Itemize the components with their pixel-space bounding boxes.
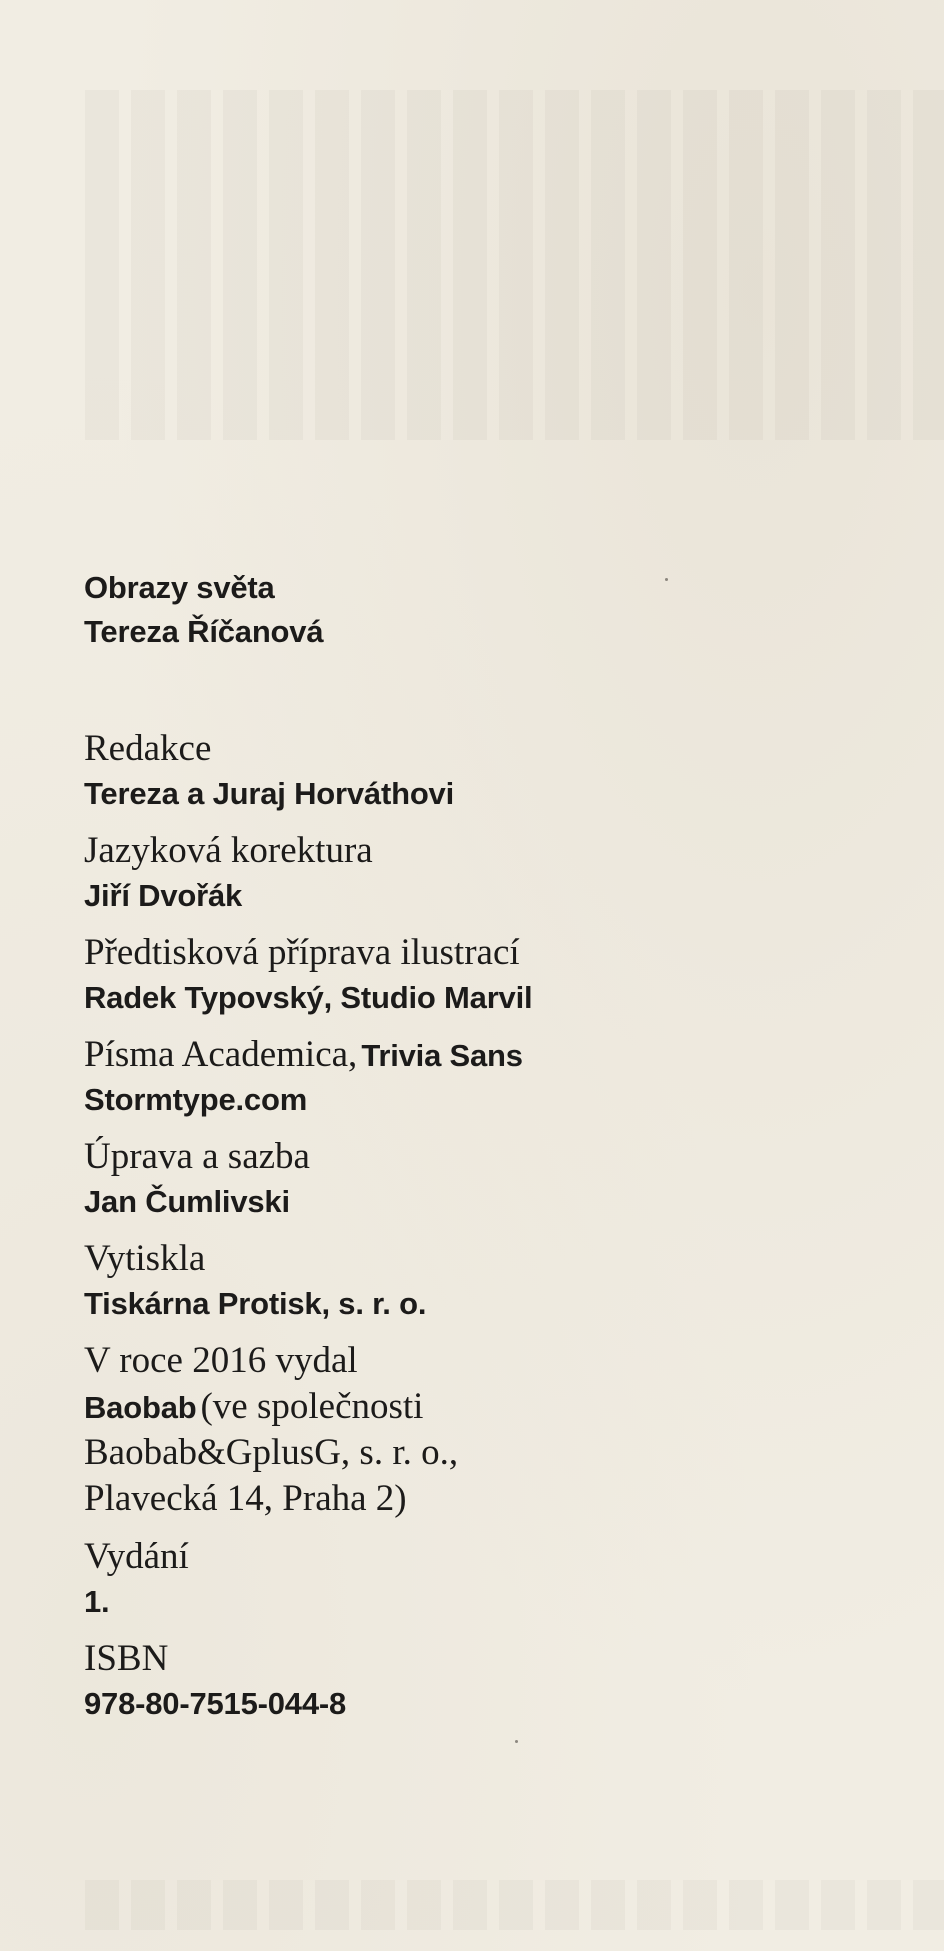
publisher-detail: (ve společnosti <box>200 1386 424 1427</box>
credit-typesetting <box>84 1134 904 1224</box>
show-through-text-top <box>0 90 944 440</box>
credit-prepress <box>84 930 904 1020</box>
fonts-role: Písma Academica, <box>84 1034 358 1075</box>
isbn-role: ISBN <box>84 1638 169 1679</box>
publisher-address: Plavecká 14, Praha 2) <box>84 1478 407 1519</box>
isbn-value: 978-80-7515-044-8 <box>84 1686 347 1721</box>
show-through-text-bottom <box>0 1880 944 1930</box>
paper-speck <box>515 1740 518 1743</box>
spacer <box>84 666 904 726</box>
credit-role: Úprava a sazba <box>84 1136 310 1177</box>
credit-name: Tiskárna Protisk, s. r. o. <box>84 1286 427 1321</box>
colophon <box>84 566 904 1738</box>
publisher-role: V roce 2016 vydal <box>84 1340 358 1381</box>
isbn-info <box>84 1636 904 1726</box>
credit-name: Jan Čumlivski <box>84 1184 290 1219</box>
credit-proofreading <box>84 828 904 918</box>
book-info <box>84 566 904 654</box>
credit-role: Předtisková příprava ilustrací <box>84 932 520 973</box>
book-title: Obrazy světa <box>84 570 275 605</box>
fonts-source: Stormtype.com <box>84 1082 308 1117</box>
credit-role: Vytiskla <box>84 1238 206 1279</box>
fonts-line <box>84 1032 904 1078</box>
credit-role: Jazyková korektura <box>84 830 373 871</box>
publisher-line <box>84 1384 904 1430</box>
credit-fonts <box>84 1032 904 1122</box>
edition-value: 1. <box>84 1584 110 1619</box>
credit-name: Radek Typovský, Studio Marvil <box>84 980 533 1015</box>
edition-info <box>84 1534 904 1624</box>
credit-name: Tereza a Juraj Horváthovi <box>84 776 455 811</box>
credit-name: Jiří Dvořák <box>84 878 243 913</box>
credit-printing <box>84 1236 904 1326</box>
fonts-font-name: Trivia Sans <box>361 1038 523 1073</box>
publisher-name: Baobab <box>84 1390 197 1425</box>
edition-role: Vydání <box>84 1536 189 1577</box>
book-author: Tereza Říčanová <box>84 614 324 649</box>
credit-editing <box>84 726 904 816</box>
credit-role: Redakce <box>84 728 212 769</box>
publisher-info <box>84 1338 904 1522</box>
publisher-company: Baobab&GplusG, s. r. o., <box>84 1432 459 1473</box>
